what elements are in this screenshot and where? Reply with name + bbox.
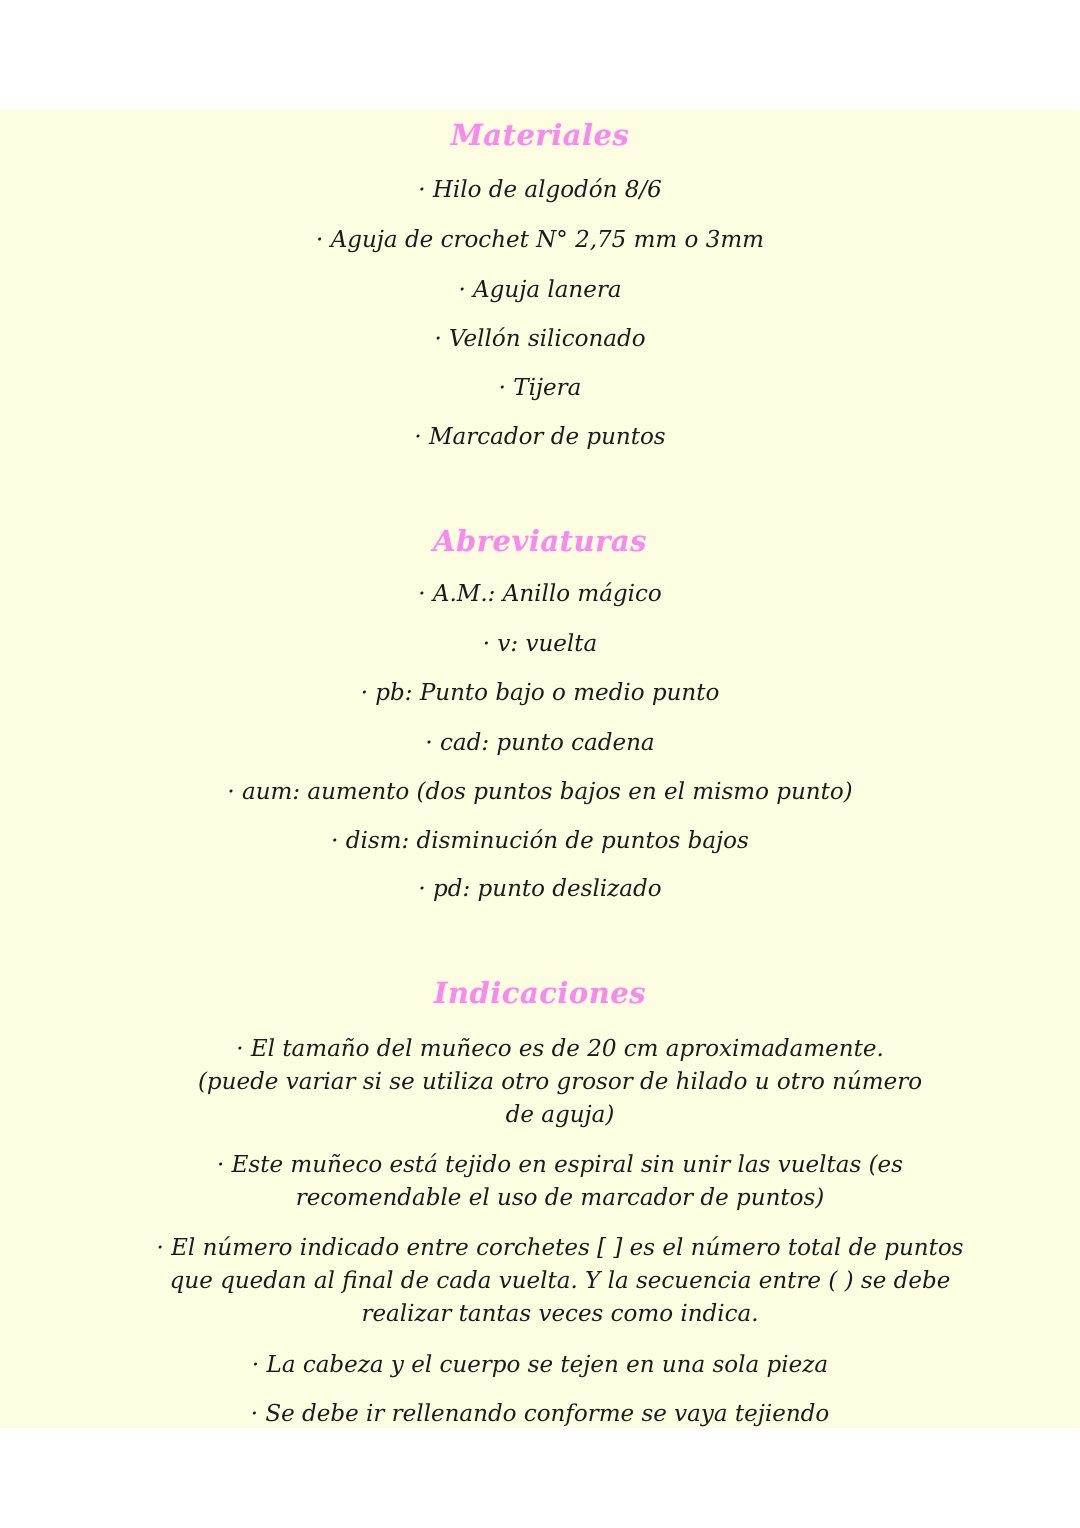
indicaciones-item: · Este muñeco está tejido en espiral sin unir las vueltas (es recomendable el uso de marcador de puntos) [217,1152,903,1211]
materiales-item: · Marcador de puntos [414,424,666,450]
abreviaturas-heading: Abreviaturas [432,524,648,558]
materiales-item: · Vellón siliconado [434,326,646,352]
abreviaturas-item: · pb: Punto bajo o medio punto [360,680,720,706]
abreviaturas-item: · A.M.: Anillo mágico [418,581,662,607]
abreviaturas-item: · v: vuelta [482,631,598,657]
document-page [0,110,1080,1428]
abreviaturas-item: · dism: disminución de puntos bajos [331,828,749,854]
materiales-item: · Tijera [498,375,582,401]
indicaciones-item: · El número indicado entre corchetes [ ] es el número total de puntos que quedan al final de cada vuelta. Y la secuencia entre ( ) se debe realizar tantas veces como indica. [156,1235,964,1327]
abreviaturas-item: · pd: punto deslizado [418,876,662,902]
indicaciones-item: · La cabeza y el cuerpo se tejen en una sola pieza [251,1352,829,1378]
materiales-item: · Hilo de algodón 8/6 [418,177,662,203]
materiales-heading: Materiales [450,118,630,152]
abreviaturas-item: · aum: aumento (dos puntos bajos en el mismo punto) [227,779,853,805]
indicaciones-item: · El tamaño del muñeco es de 20 cm aproximadamente. (puede variar si se utiliza otro grosor de hilado u otro número de aguja) [197,1036,923,1128]
materiales-item: · Aguja lanera [458,277,622,303]
materiales-item: · Aguja de crochet N° 2,75 mm o 3mm [316,227,764,253]
abreviaturas-item: · cad: punto cadena [425,730,655,756]
indicaciones-heading: Indicaciones [433,976,647,1010]
indicaciones-item: · Se debe ir rellenando conforme se vaya tejiendo [250,1401,830,1427]
